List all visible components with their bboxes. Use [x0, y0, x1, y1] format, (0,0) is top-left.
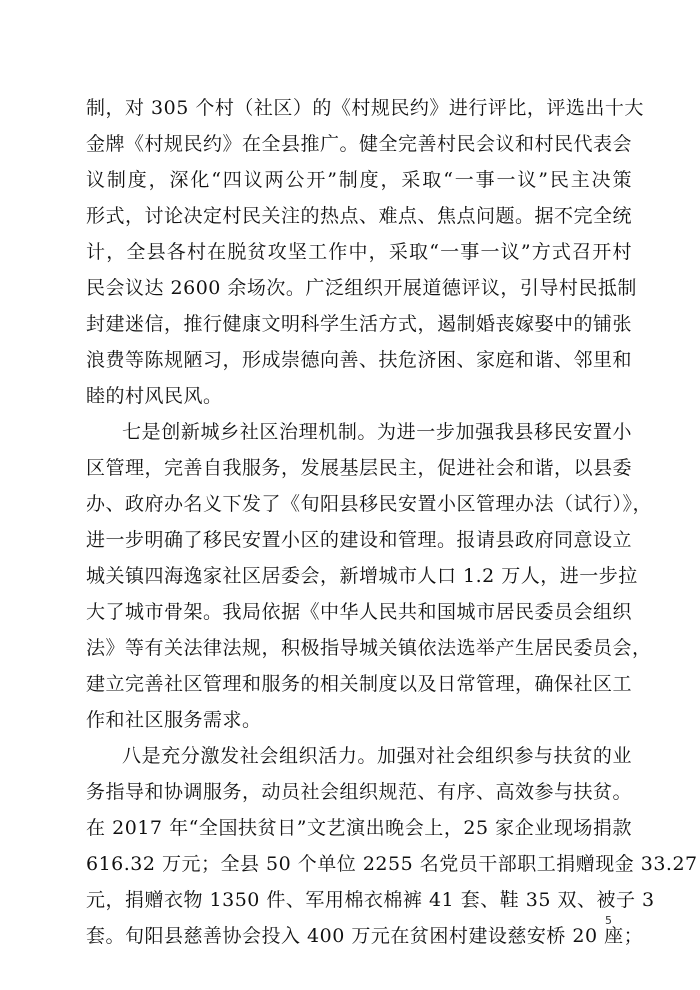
paragraph-community-governance — [86, 414, 653, 738]
text-line: 封建迷信，推行健康文明科学生活方式，遏制婚丧嫁娶中的铺张 — [86, 313, 633, 335]
text-line: 八是充分激发社会组织活力。加强对社会组织参与扶贫的业 — [122, 745, 632, 767]
text-line: 金牌《村规民约》在全县推广。健全完善村民会议和村民代表会 — [86, 133, 633, 155]
text-line: 城关镇四海逸家社区居委会，新增城市人口 1.2 万人，进一步拉 — [86, 565, 638, 587]
text-line: 议制度，深化“四议两公开”制度，采取“一事一议”民主决策 — [86, 169, 632, 191]
text-line: 七是创新城乡社区治理机制。为进一步加强我县移民安置小 — [122, 421, 632, 443]
text-line: 办、政府办名义下发了《旬阳县移民安置小区管理办法（试行）》， — [86, 493, 653, 515]
document-page — [86, 90, 698, 954]
text-line: 务指导和协调服务，动员社会组织规范、有序、高效参与扶贫。 — [86, 781, 633, 803]
paragraph-village-rules — [86, 90, 644, 414]
text-line: 计，全县各村在脱贫攻坚工作中，采取“一事一议”方式召开村 — [86, 241, 632, 263]
text-line: 形式，讨论决定村民关注的热点、难点、焦点问题。据不完全统 — [86, 205, 633, 227]
text-line: 睦的村风民风。 — [86, 385, 223, 407]
page-number: 5 — [605, 914, 612, 927]
text-line: 区管理，完善自我服务，发展基层民主，促进社会和谐，以县委 — [86, 457, 633, 479]
text-line: 浪费等陈规陋习，形成崇德向善、扶危济困、家庭和谐、邻里和 — [86, 349, 633, 371]
text-line: 大了城市骨架。我局依据《中华人民共和国城市居民委员会组织 — [86, 601, 633, 623]
text-line: 在 2017 年“全国扶贫日”文艺演出晚会上，25 家企业现场捐款 — [86, 817, 632, 839]
text-line: 作和社区服务需求。 — [86, 709, 262, 731]
paragraph-social-organizations — [86, 738, 698, 954]
text-line: 进一步明确了移民安置小区的建设和管理。报请县政府同意设立 — [86, 529, 633, 551]
text-line: 制，对 305 个村（社区）的《村规民约》进行评比，评选出十大 — [86, 97, 644, 119]
text-line: 建立完善社区管理和服务的相关制度以及日常管理，确保社区工 — [86, 673, 633, 695]
text-line: 套。旬阳县慈善协会投入 400 万元在贫困村建设慈安桥 20 座； — [86, 925, 644, 947]
text-line: 元，捐赠衣物 1350 件、军用棉衣棉裤 41 套、鞋 35 双、被子 3 — [86, 889, 655, 911]
text-line: 616.32 万元；全县 50 个单位 2255 名党员干部职工捐赠现金 33.27 — [86, 853, 698, 875]
text-line: 民会议达 2600 余场次。广泛组织开展道德评议，引导村民抵制 — [86, 277, 637, 299]
text-line: 法》等有关法律法规，积极指导城关镇依法选举产生居民委员会， — [86, 637, 652, 659]
